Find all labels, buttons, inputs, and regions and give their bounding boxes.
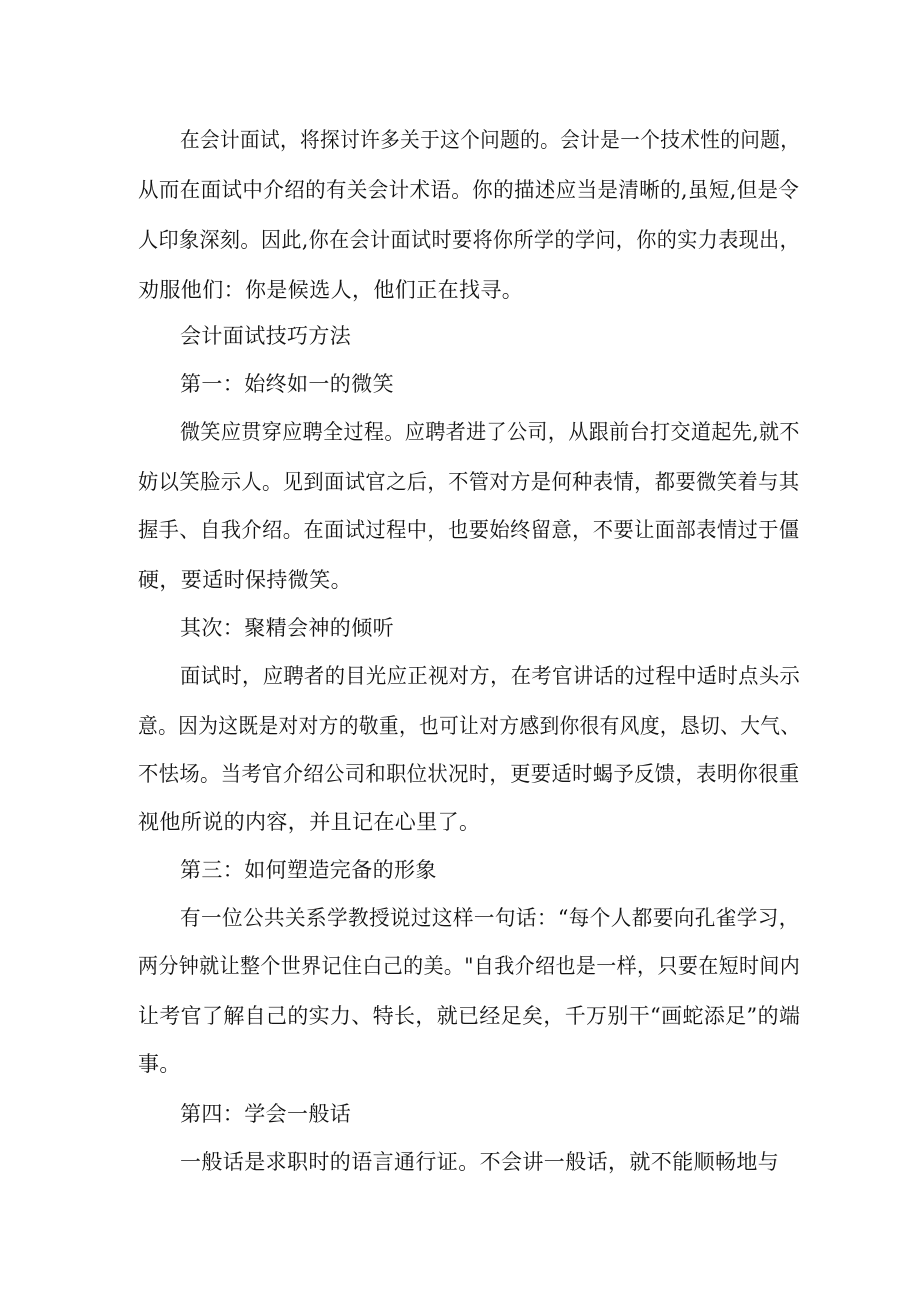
section-title: 会计面试技巧方法 bbox=[180, 324, 352, 348]
paragraph-3-line-4: 视他所说的内容，并且记在心里了。 bbox=[138, 810, 481, 834]
paragraph-2-line-4: 硬，要适时保持微笑。 bbox=[138, 568, 352, 592]
paragraph-4-line-1: 有一位公共关系学教授说过这样一句话：“每个人都要向孔雀学习， bbox=[180, 906, 800, 930]
paragraph-3-line-1: 面试时，应聘者的目光应正视对方，在考官讲话的过程中适时点头示 bbox=[180, 664, 801, 688]
paragraph-1-line-4: 劝服他们：你是候选人，他们正在找寻。 bbox=[138, 278, 524, 302]
paragraph-4-line-4: 事。 bbox=[138, 1052, 181, 1076]
paragraph-1-line-3: 人印象深刻。因此,你在会计面试时要将你所学的学问，你的实力表现出， bbox=[138, 228, 801, 252]
paragraph-3-line-3: 不怯场。当考官介绍公司和职位状况时，更要适时蝎予反馈，表明你很重 bbox=[138, 762, 800, 786]
paragraph-2-line-1: 微笑应贯穿应聘全过程。应聘者进了公司，从跟前台打交道起先,就不 bbox=[180, 420, 800, 444]
paragraph-4-line-2: 两分钟就让整个世界记住白己的美。"自我介绍也是一样，只要在短时间内 bbox=[138, 954, 801, 978]
heading-second: 其次：聚精会神的倾听 bbox=[180, 616, 394, 640]
paragraph-2-line-3: 握手、自我介绍。在面试过程中，也要始终留意，不要让面部表情过于僵 bbox=[138, 518, 800, 542]
heading-fourth: 第四：学会一般话 bbox=[180, 1102, 352, 1126]
paragraph-2-line-2: 妨以笑脸示人。见到面试官之后，不管对方是何种表情，都要微笑着与其 bbox=[138, 470, 800, 494]
heading-third: 第三：如何塑造完备的形象 bbox=[180, 858, 437, 882]
paragraph-5-line-1: 一般话是求职时的语言通行证。不会讲一般话，就不能顺畅地与 bbox=[180, 1150, 780, 1174]
paragraph-1-line-2: 从而在面试中介绍的有关会计术语。你的描述应当是清晰的,虽短,但是令 bbox=[138, 178, 800, 202]
paragraph-4-line-3: 让考官了解自己的实力、特长，就已经足矣，千万别干“画蛇添足”的端 bbox=[138, 1004, 801, 1028]
heading-first: 第一：始终如一的微笑 bbox=[180, 372, 394, 396]
paragraph-1-line-1: 在会计面试，将探讨许多关于这个问题的。会计是一个技术性的问题， bbox=[180, 128, 801, 152]
paragraph-3-line-2: 意。因为这既是对对方的敬重，也可让对方感到你很有风度，恳切、大气、 bbox=[138, 714, 801, 738]
